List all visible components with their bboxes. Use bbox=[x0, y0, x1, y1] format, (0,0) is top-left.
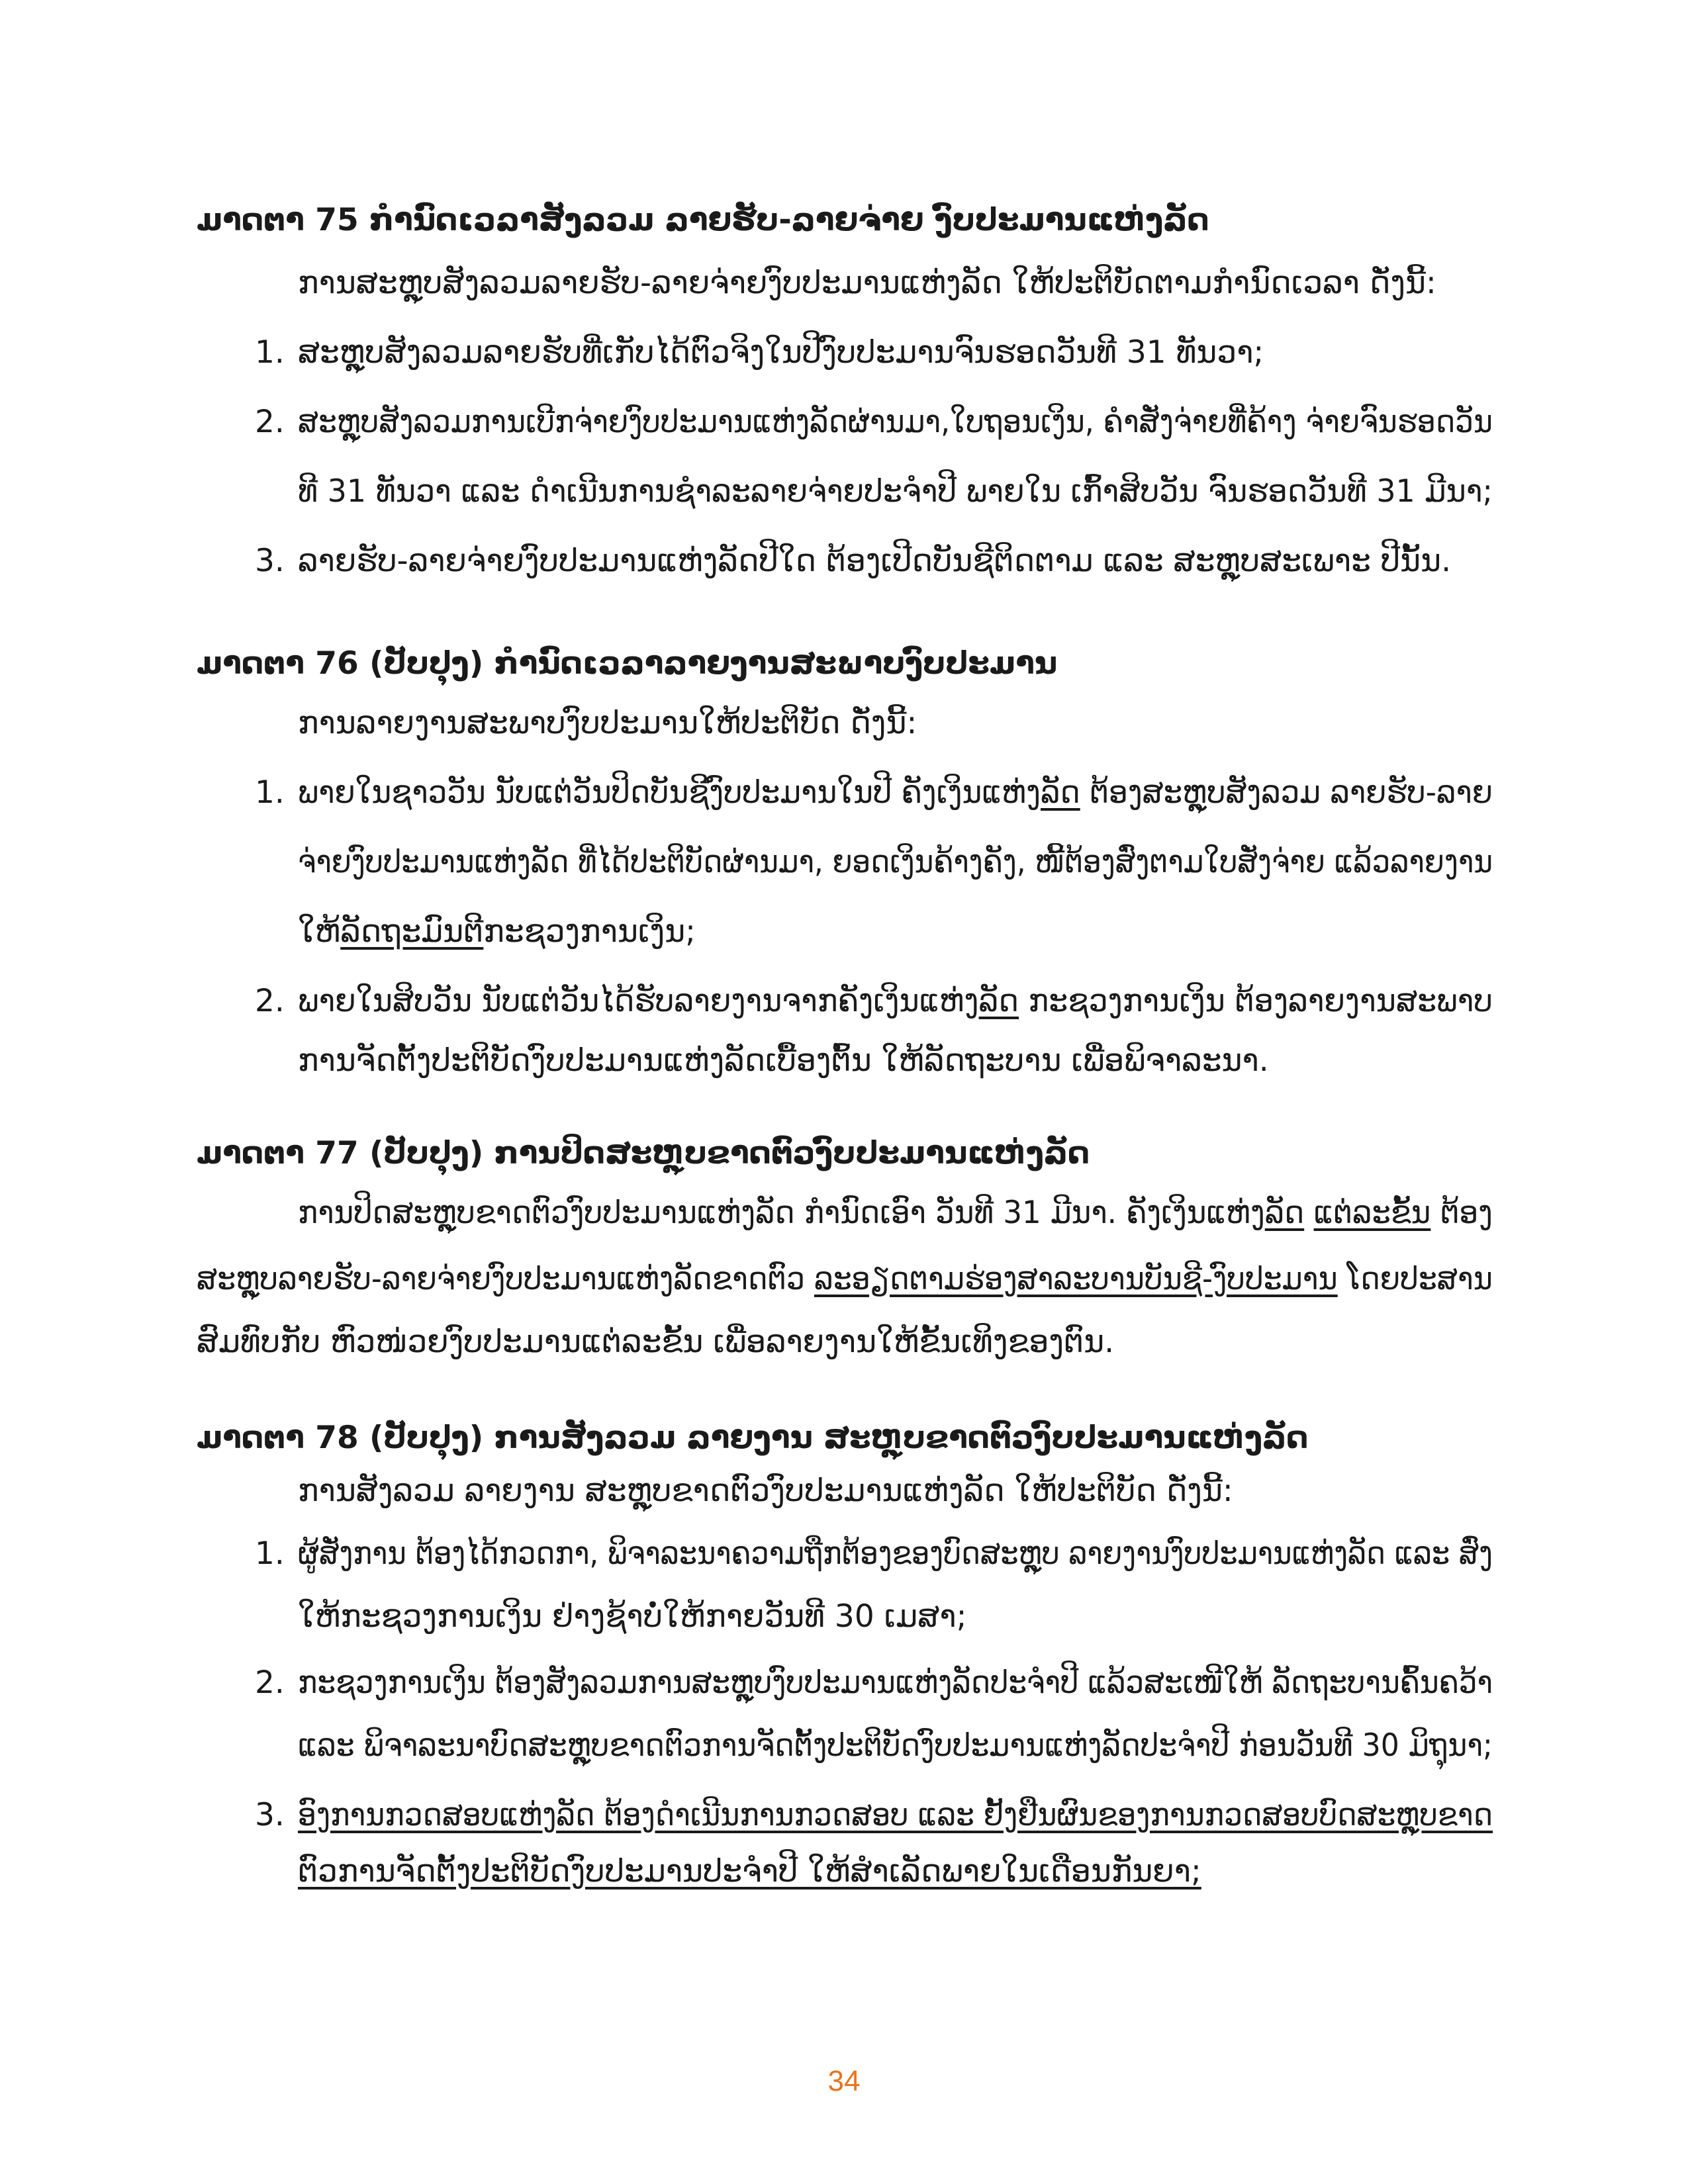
article-76-heading: ມາດຕາ 76 (ປັບປຸງ) ກຳນົດເວລາລາຍງານສະພາບງົບປະມານ bbox=[197, 645, 1058, 682]
text-segment: ພາຍໃນສິບວັນ ນັບແຕ່ວັນໄດ້ຮັບລາຍງານຈາກຄັງເງິນແຫ່ງ bbox=[298, 983, 979, 1019]
list-number: 3. bbox=[255, 543, 285, 579]
text-segment: ໂດຍປະສານ bbox=[1346, 1261, 1493, 1297]
page-number: 34 bbox=[827, 2065, 861, 2097]
article-78-item-1-line-2: ໃຫ້ກະຊວງການເງິນ ຢ່າງຊ້າບໍ່ໃຫ້ກາຍວັນທີ 30 ເມສາ; bbox=[298, 1598, 967, 1635]
article-78-intro: ການສັງລວມ ລາຍງານ ສະຫຼຸບຂາດຕົວງົບປະມານແຫ່ງລັດ ໃຫ້ປະຕິບັດ ດັ່ງນີ້: bbox=[298, 1473, 1233, 1509]
underlined-text: ລັດ bbox=[1264, 1195, 1305, 1231]
underlined-text: ລະອຽດຕາມຮ່ອງສາລະບານບັນຊີ-ງົບປະມານ bbox=[814, 1261, 1338, 1297]
article-76-item-1-line-2: ຈ່າຍງົບປະມານແຫ່ງລັດ ທີ່ໄດ້ປະຕິບັດຜ່ານມາ, ຍອດເງິນຄ້າງຄັງ, ໜີ້ຕ້ອງສົ່ງຕາມໃບສັ່ງຈ່າຍ ແລ້ວລາຍງານ bbox=[298, 844, 1493, 880]
article-75-item-2-line-2: ທີ 31 ທັນວາ ແລະ ດຳເນີນການຊຳລະລາຍຈ່າຍປະຈຳປີ ພາຍໃນ ເກົ້າສິບວັນ ຈົນຮອດວັນທີ 31 ມີນາ; bbox=[298, 473, 1493, 510]
article-77-paragraph-line-1 bbox=[298, 1195, 1493, 1232]
article-77-heading: ມາດຕາ 77 (ປັບປຸງ) ການປິດສະຫຼຸບຂາດຕົວງົບປະມານແຫ່ງລັດ bbox=[197, 1135, 1090, 1171]
underlined-text: ແຕ່ລະຂັ້ນ bbox=[1313, 1195, 1431, 1231]
article-75-item-1: ສະຫຼຸບສັງລວມລາຍຮັບທີ່ເກັບໄດ້ຕົວຈິງໃນປີງົບປະມານຈົນຮອດວັນທີ 31 ທັນວາ; bbox=[298, 334, 1264, 371]
article-78-item-3-line-2: ຕົວການຈັດຕັ້ງປະຕິບັດງົບປະມານປະຈຳປີ ໃຫ້ສຳເລັດພາຍໃນເດືອນກັນຍາ; bbox=[298, 1853, 1201, 1889]
article-78-item-2-line-2: ແລະ ພິຈາລະນາບົດສະຫຼຸບຂາດຕົວການຈັດຕັ້ງປະຕິບັດງົບປະມານແຫ່ງລັດປະຈຳປີ ກ່ອນວັນທີ 30 ມິຖຸນາ; bbox=[298, 1727, 1493, 1764]
text-segment: ພາຍໃນຊາວວັນ ນັບແຕ່ວັນປິດບັນຊີງົບປະມານໃນປີ ຄັງເງິນແຫ່ງ bbox=[298, 774, 1041, 811]
list-number: 1. bbox=[255, 774, 285, 811]
article-75-intro: ການສະຫຼຸບສັງລວມລາຍຮັບ-ລາຍຈ່າຍງົບປະມານແຫ່ງລັດ ໃຫ້ປະຕິບັດຕາມກຳນົດເວລາ ດັ່ງນີ້: bbox=[298, 265, 1436, 301]
text-segment: ສະຫຼຸບລາຍຮັບ-ລາຍຈ່າຍງົບປະມານແຫ່ງລັດຂາດຕົວ bbox=[197, 1261, 805, 1297]
text-segment: ກະຊວງການເງິນ ຕ້ອງລາຍງານສະພາບ bbox=[1018, 983, 1493, 1019]
underlined-text: ລັດຖະມົນຕີ bbox=[340, 913, 484, 950]
list-number: 2. bbox=[255, 983, 285, 1019]
underlined-text: ລັດ bbox=[1040, 774, 1080, 811]
text-segment: ໃຫ້ bbox=[298, 913, 341, 950]
article-75-heading: ມາດຕາ 75 ກຳນົດເວລາສັງລວມ ລາຍຮັບ-ລາຍຈ່າຍ ງົບປະມານແຫ່ງລັດ bbox=[197, 202, 1209, 238]
text-segment: ກະຊວງການເງິນ; bbox=[483, 913, 696, 950]
article-76-item-2-line-2: ການຈັດຕັ້ງປະຕິບັດງົບປະມານແຫ່ງລັດເບື້ອງຕົ້ນ ໃຫ້ລັດຖະບານ ເພື່ອພິຈາລະນາ. bbox=[298, 1042, 1269, 1079]
list-number: 2. bbox=[255, 404, 285, 440]
article-75-item-2-line-1: ສະຫຼຸບສັງລວມການເບີກຈ່າຍງົບປະມານແຫ່ງລັດຜ່ານມາ,ໃບຖອນເງິນ, ຄຳສັ່ງຈ່າຍທີ່ຄ້າງ ຈ່າຍຈົນຮອດວັນ bbox=[298, 404, 1493, 440]
list-number: 1. bbox=[255, 1535, 285, 1572]
article-75-item-3: ລາຍຮັບ-ລາຍຈ່າຍງົບປະມານແຫ່ງລັດປີໃດ ຕ້ອງເປີດບັນຊີຕິດຕາມ ແລະ ສະຫຼຸບສະເພາະ ປີນັ້ນ. bbox=[298, 543, 1452, 579]
article-78-heading: ມາດຕາ 78 (ປັບປຸງ) ການສັງລວມ ລາຍງານ ສະຫຼຸບຂາດຕົວງົບປະມານແຫ່ງລັດ bbox=[197, 1420, 1309, 1456]
article-78-item-1-line-1: ຜູ້ສັ່ງການ ຕ້ອງໄດ້ກວດກາ, ພິຈາລະນາຄວາມຖືກຕ້ອງຂອງບົດສະຫຼຸບ ລາຍງານງົບປະມານແຫ່ງລັດ ແລະ ສົ່ງ bbox=[298, 1535, 1493, 1572]
text-segment: ການປິດສະຫຼຸບຂາດຕົວງົບປະມານແຫ່ງລັດ ກຳນົດເອົາ ວັນທີ 31 ມີນາ. ຄັງເງິນແຫ່ງ bbox=[298, 1195, 1265, 1231]
article-76-intro: ການລາຍງານສະພາບງົບປະມານໃຫ້ປະຕິບັດ ດັ່ງນີ້: bbox=[298, 705, 917, 741]
list-number: 2. bbox=[255, 1664, 285, 1701]
article-78-item-3-line-1: ອົງການກວດສອບແຫ່ງລັດ ຕ້ອງດຳເນີນການກວດສອບ ແລະ ຢັ້ງຢືນຜົນຂອງການກວດສອບບົດສະຫຼຸບຂາດ bbox=[298, 1797, 1493, 1833]
text-segment: ຕ້ອງ bbox=[1440, 1195, 1493, 1231]
article-77-paragraph-line-2 bbox=[197, 1261, 1493, 1298]
article-77-paragraph-line-3: ສົມທົບກັບ ຫົວໜ່ວຍງົບປະມານແຕ່ລະຂັ້ນ ເພື່ອລາຍງານໃຫ້ຂັ້ນເທິງຂອງຕົນ. bbox=[197, 1324, 1115, 1360]
article-78-item-2-line-1: ກະຊວງການເງິນ ຕ້ອງສັງລວມການສະຫຼຸບງົບປະມານແຫ່ງລັດປະຈຳປີ ແລ້ວສະເໜີໃຫ້ ລັດຖະບານຄົ້ນຄວ້າ bbox=[298, 1664, 1493, 1701]
text-segment: ຕ້ອງສະຫຼຸບສັງລວມ ລາຍຮັບ-ລາຍ bbox=[1080, 774, 1493, 811]
article-76-item-1-line-3 bbox=[298, 913, 696, 950]
underlined-text: ລັດ bbox=[978, 983, 1019, 1019]
article-76-item-2-line-1 bbox=[298, 983, 1493, 1020]
list-number: 1. bbox=[255, 334, 285, 371]
article-76-item-1-line-1 bbox=[298, 774, 1493, 811]
list-number: 3. bbox=[255, 1797, 285, 1833]
